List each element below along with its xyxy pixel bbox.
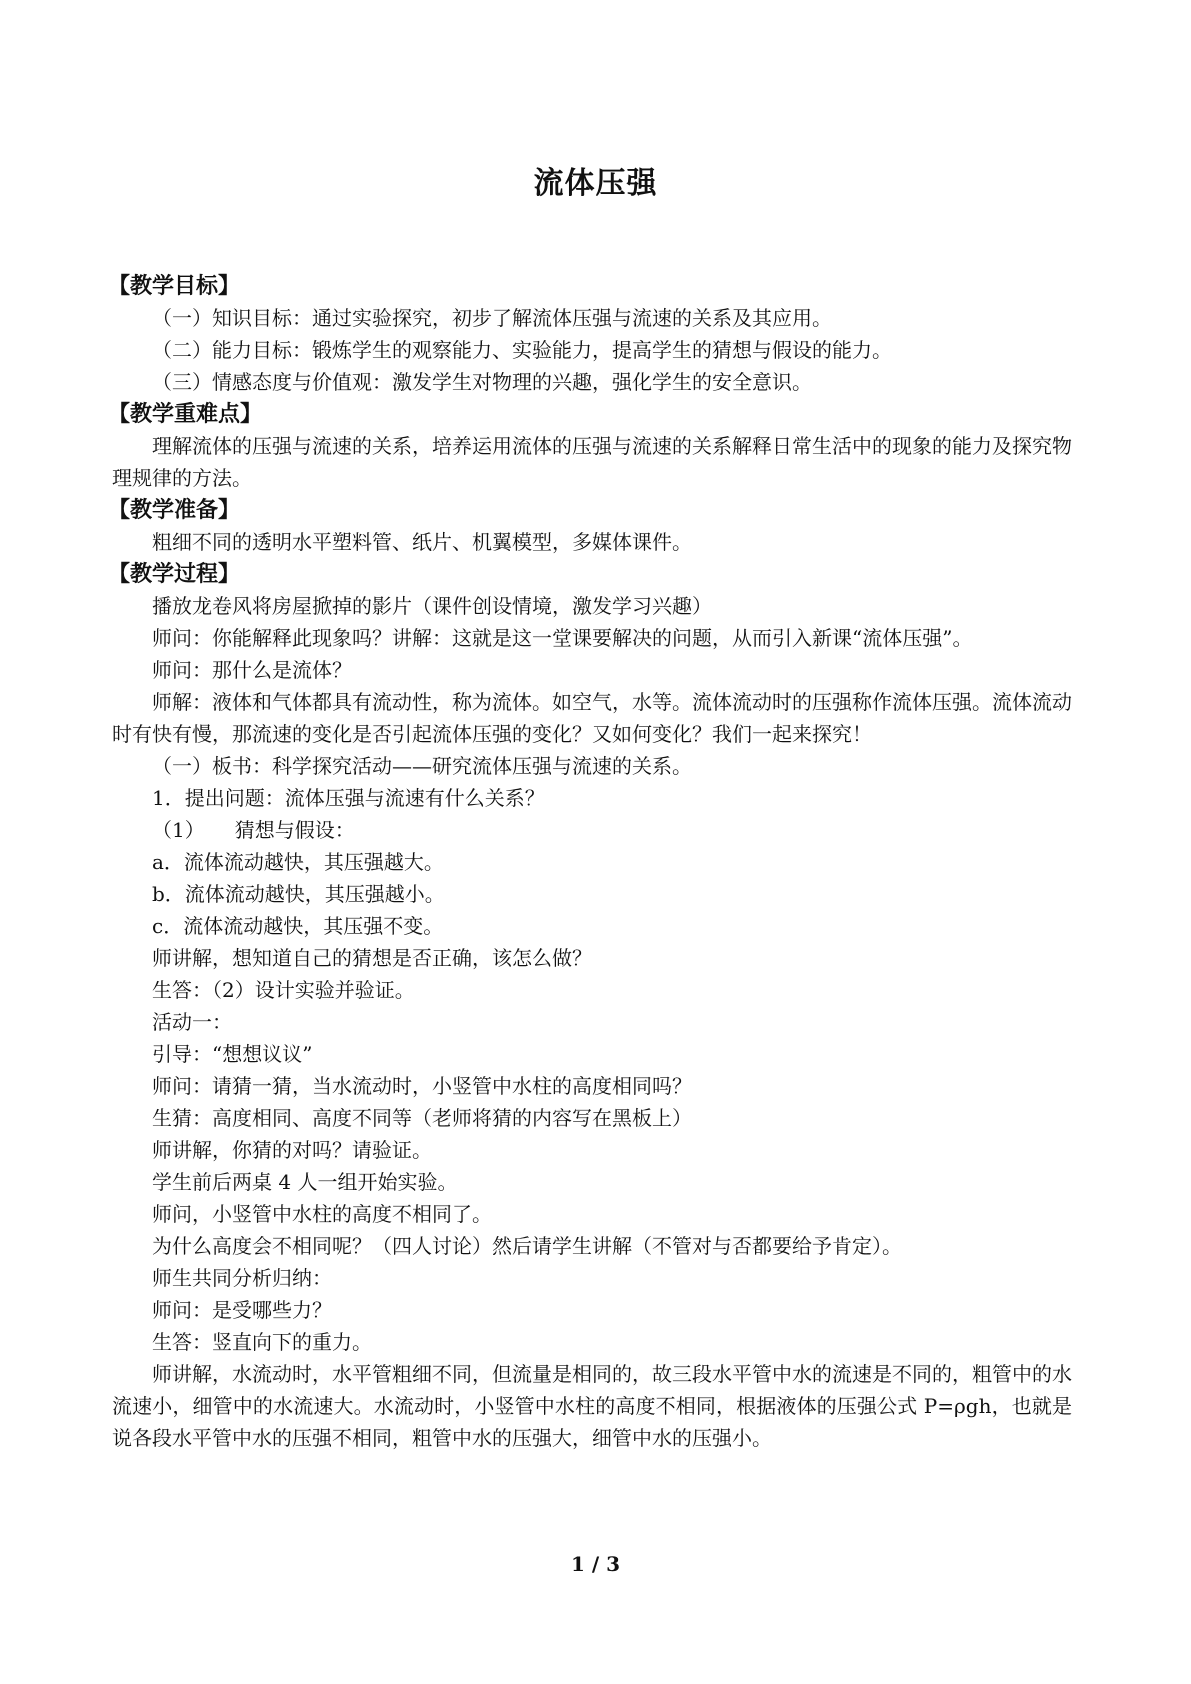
heading-process: 【教学过程】: [108, 561, 241, 587]
process-paragraph: a．流体流动越快，其压强越大。: [152, 850, 444, 874]
process-paragraph: 师讲解，想知道自己的猜想是否正确，该怎么做？: [152, 946, 592, 970]
process-paragraph: 生猜：高度相同、高度不同等（老师将猜的内容写在黑板上）: [152, 1106, 692, 1130]
process-paragraph: c．流体流动越快，其压强不变。: [152, 914, 444, 938]
process-paragraph: 学生前后两桌 4 人一组开始实验。: [152, 1170, 458, 1194]
process-paragraph: （1） 猜想与假设：: [152, 818, 355, 842]
objective-item: （二）能力目标：锻炼学生的观察能力、实验能力，提高学生的猜想与假设的能力。: [152, 338, 892, 362]
process-paragraph: b．流体流动越快，其压强越小。: [152, 882, 445, 906]
preparation-paragraph: 粗细不同的透明水平塑料管、纸片、机翼模型，多媒体课件。: [152, 530, 692, 554]
process-paragraph: 师问：那什么是流体？: [152, 658, 352, 682]
page-number: 1 / 3: [570, 1552, 621, 1576]
process-paragraph: 师解：液体和气体都具有流动性，称为流体。如空气，水等。流体流动时的压强称作流体压强。流体流动时有快有慢，那流速的变化是否引起流体压强的变化？又如何变化？我们一起来探究！: [112, 690, 1072, 746]
process-paragraph: 师问：请猜一猜，当水流动时，小竖管中水柱的高度相同吗？: [152, 1074, 692, 1098]
process-paragraph: 师生共同分析归纳：: [152, 1266, 332, 1290]
process-paragraph: 师问：你能解释此现象吗？讲解：这就是这一堂课要解决的问题，从而引入新课“流体压强”。: [152, 626, 973, 650]
key-points-paragraph: 理解流体的压强与流速的关系，培养运用流体的压强与流速的关系解释日常生活中的现象的能力及探究物理规律的方法。: [112, 434, 1072, 490]
heading-key-points: 【教学重难点】: [108, 401, 263, 427]
process-paragraph: 1．提出问题：流体压强与流速有什么关系？: [152, 786, 545, 810]
process-paragraph: 活动一：: [152, 1010, 232, 1034]
process-paragraph: （一）板书：科学探究活动——研究流体压强与流速的关系。: [152, 754, 692, 778]
process-paragraph: 为什么高度会不相同呢？（四人讨论）然后请学生讲解（不管对与否都要给予肯定）。: [152, 1234, 902, 1258]
document-body: [108, 270, 1072, 1454]
heading-preparation: 【教学准备】: [108, 497, 241, 523]
process-paragraph: 生答：（2）设计实验并验证。: [152, 978, 415, 1002]
document-title: 流体压强: [533, 166, 658, 201]
process-paragraph: 师讲解，你猜的对吗？请验证。: [152, 1138, 432, 1162]
heading-objectives: 【教学目标】: [108, 273, 241, 299]
process-paragraph: 师问：是受哪些力？: [152, 1298, 332, 1322]
process-paragraph: 师问，小竖管中水柱的高度不相同了。: [152, 1202, 492, 1226]
process-paragraph: 引导：“想想议议”: [152, 1042, 313, 1066]
objective-item: （一）知识目标：通过实验探究，初步了解流体压强与流速的关系及其应用。: [152, 306, 832, 330]
process-paragraph: 师讲解，水流动时，水平管粗细不同，但流量是相同的，故三段水平管中水的流速是不同的，粗管中的水流速小，细管中的水流速大。水流动时，小竖管中水柱的高度不相同，根据液体的压强公式 P=ρgh，也就是说各段水平管中水的压强不相同，粗管中水的压强大，细管中水的压强小。: [112, 1362, 1072, 1450]
process-paragraph: 生答：竖直向下的重力。: [152, 1330, 372, 1354]
objective-item: （三）情感态度与价值观：激发学生对物理的兴趣，强化学生的安全意识。: [152, 370, 812, 394]
process-paragraph: 播放龙卷风将房屋掀掉的影片（课件创设情境，激发学习兴趣）: [152, 594, 712, 618]
